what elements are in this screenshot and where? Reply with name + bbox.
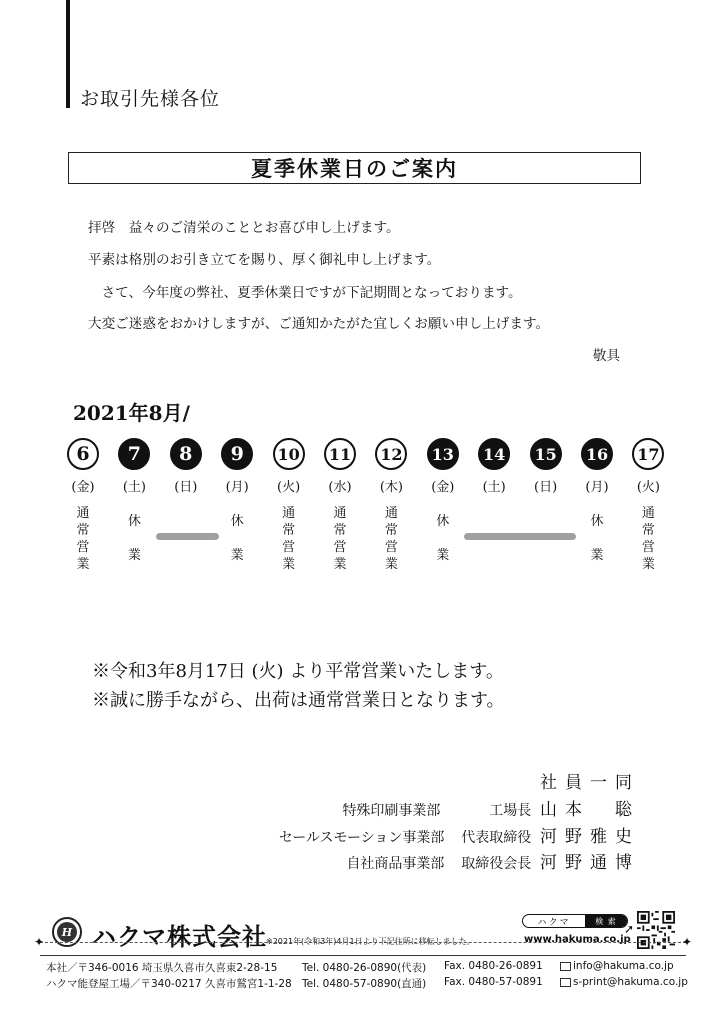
day-weekday: (木)	[379, 480, 403, 495]
day-weekday: (金)	[431, 480, 455, 495]
calendar-day	[476, 438, 512, 505]
signature-row	[346, 848, 640, 873]
day-number: 10	[273, 438, 305, 470]
address-row	[46, 976, 292, 991]
day-status: 休業	[230, 514, 244, 563]
day-weekday: (土)	[122, 480, 146, 495]
day-number: 12	[375, 438, 407, 470]
day-status: 通常営業	[641, 506, 655, 572]
search-badge-label: ハクマ	[537, 917, 571, 928]
search-badge[interactable]	[522, 914, 628, 928]
letter-paragraph-3: さて、今年度の弊社、夏季休業日ですが下記期間となっております。	[88, 285, 522, 301]
qr-code-icon	[637, 911, 675, 949]
signature-role: 取締役会長	[461, 856, 532, 872]
calendar-day	[425, 438, 461, 573]
day-number: 17	[632, 438, 664, 470]
calendar-day	[168, 438, 204, 505]
company-name: ハクマ株式会社	[92, 923, 267, 951]
day-weekday: (日)	[534, 480, 558, 495]
signature-dept: 特殊印刷事業部	[342, 803, 441, 819]
signature-name: 河野通博	[540, 853, 640, 873]
day-weekday: (月)	[585, 480, 609, 495]
relocation-note: ※2021年(令和3年)4月1日より下記住所に移転しました。	[266, 937, 475, 946]
cursor-arrow-icon: ➚	[624, 922, 635, 936]
left-accent-bar	[66, 0, 70, 108]
page-title: 夏季休業日のご案内	[251, 156, 458, 181]
calendar-day	[116, 438, 152, 573]
calendar-day	[271, 438, 307, 573]
letter-paragraph-2: 平素は格別のお引き立てを賜り、厚く御礼申し上げます。	[88, 252, 441, 268]
day-weekday: (水)	[328, 480, 352, 495]
day-status: 休業	[127, 514, 141, 563]
day-weekday: (火)	[636, 480, 660, 495]
notice-line-2: ※誠に勝手ながら、出荷は通常営業日となります。	[92, 690, 505, 711]
day-weekday: (金)	[71, 480, 95, 495]
footer-divider	[40, 955, 686, 956]
letter-closing: 敬具	[592, 348, 620, 364]
calendar-day	[219, 438, 255, 573]
calendar-day	[630, 438, 666, 573]
search-button[interactable]: 検 索	[585, 915, 627, 927]
calendar-day	[528, 438, 564, 505]
star-ornament-icon: ✦	[34, 935, 45, 949]
letter-paragraph-1: 拝啓 益々のご清栄のこととお喜び申し上げます。	[88, 220, 400, 236]
day-number: 8	[170, 438, 202, 470]
day-number: 9	[221, 438, 253, 470]
address-tel: Tel. 0480-57-0890(直通)	[302, 978, 427, 990]
website-url[interactable]: www.hakuma.co.jp	[524, 934, 631, 945]
day-status: 休業	[590, 514, 604, 563]
address-row	[46, 960, 277, 975]
signature-row	[279, 822, 640, 847]
address-fax: Fax. 0480-57-0891	[444, 976, 543, 988]
calendar-day	[373, 438, 409, 573]
signature-name: 山本 聡	[540, 800, 640, 820]
closed-range-bar	[156, 533, 219, 540]
day-number: 11	[324, 438, 356, 470]
day-number: 16	[581, 438, 613, 470]
footer-divider	[40, 942, 686, 943]
signature-row	[342, 795, 640, 820]
signature-dept: セールスモーション事業部	[278, 830, 445, 846]
signature-dept: 自社商品事業部	[346, 856, 445, 872]
calendar-day	[322, 438, 358, 573]
calendar-day	[579, 438, 615, 573]
logo-letter: H	[57, 922, 77, 942]
month-label: 2021年8月/	[73, 401, 190, 425]
address-email[interactable]: s-print@hakuma.co.jp	[560, 976, 688, 988]
day-number: 15	[530, 438, 562, 470]
letter-paragraph-4: 大変ご迷惑をおかけしますが、ご通知かたがた宜しくお願い申し上げます。	[88, 316, 550, 332]
day-status: 通常営業	[384, 506, 398, 572]
addressee: お取引先様各位	[80, 88, 221, 110]
address-fax: Fax. 0480-26-0891	[444, 960, 543, 972]
day-weekday: (火)	[277, 480, 301, 495]
calendar-day	[65, 438, 101, 573]
address-tel: Tel. 0480-26-0890(代表)	[302, 962, 427, 974]
address-name: 本社／〒346-0016 埼玉県久喜市久喜東2-28-15	[46, 962, 278, 974]
day-weekday: (日)	[174, 480, 198, 495]
day-status: 通常営業	[333, 506, 347, 572]
address-email[interactable]: info@hakuma.co.jp	[560, 960, 674, 972]
day-status: 休業	[436, 514, 450, 563]
star-ornament-icon: ✦	[682, 935, 693, 949]
day-weekday: (月)	[225, 480, 249, 495]
mail-icon	[560, 962, 571, 971]
signature-role: 工場長	[489, 803, 532, 819]
signature-name: 河野雅史	[540, 827, 640, 847]
day-weekday: (土)	[482, 480, 506, 495]
day-status: 通常営業	[282, 506, 296, 572]
all-staff-signature: 社員一同	[540, 773, 640, 793]
day-number: 13	[427, 438, 459, 470]
day-number: 14	[478, 438, 510, 470]
day-status: 通常営業	[76, 506, 90, 572]
notice-line-1: ※令和3年8月17日 (火) より平常営業いたします。	[92, 661, 504, 682]
mail-icon	[560, 978, 571, 987]
closed-range-bar	[464, 533, 576, 540]
day-number: 6	[67, 438, 99, 470]
title-box	[68, 152, 641, 184]
signature-role: 代表取締役	[461, 830, 532, 846]
address-name: ハクマ能登屋工場／〒340-0217 久喜市鷲宮1-1-28	[46, 978, 292, 990]
day-number: 7	[118, 438, 150, 470]
